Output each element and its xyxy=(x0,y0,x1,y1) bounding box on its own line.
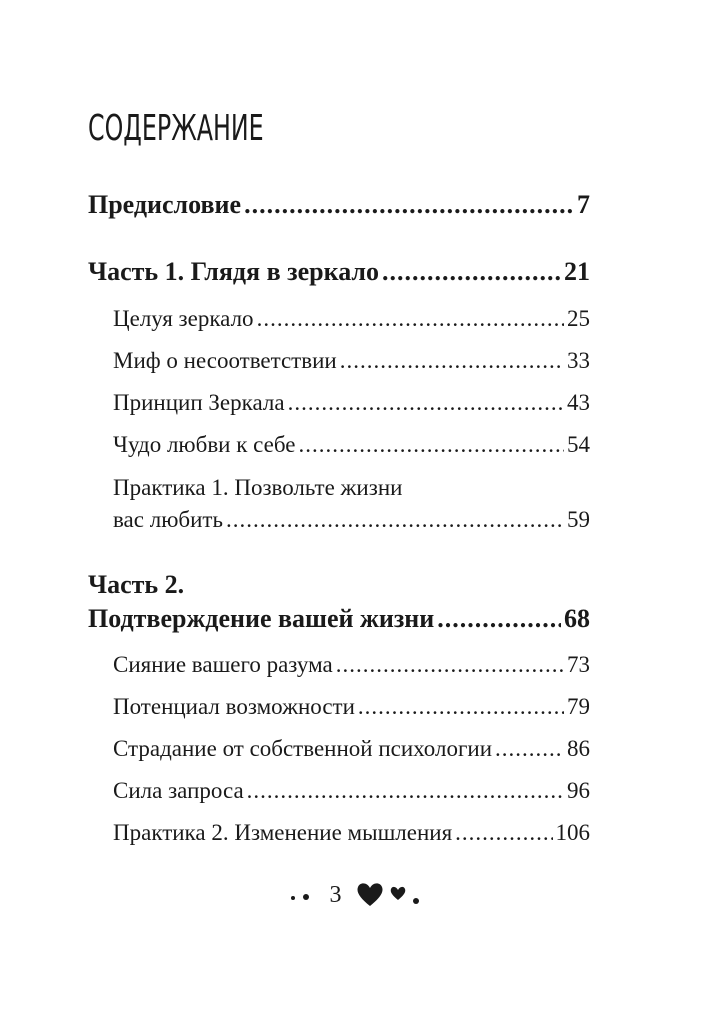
toc-entry-label: Целуя зеркало xyxy=(113,306,254,331)
toc-entry[interactable] xyxy=(113,306,590,332)
page-number: 3 xyxy=(329,881,342,908)
toc-entry-page: 73 xyxy=(567,652,590,677)
toc-entry-label: Предисловие xyxy=(88,190,242,219)
dot-leader xyxy=(226,507,564,533)
toc-entry-label: Сила запроса xyxy=(113,778,244,803)
toc-entry-label: Принцип Зеркала xyxy=(113,390,285,415)
toc-entry-preface[interactable] xyxy=(88,190,590,220)
dot-leader xyxy=(358,694,564,720)
toc-entry-label-line1: Практика 1. Позвольте жизни xyxy=(113,475,403,500)
toc-entry-label: Сияние вашего разума xyxy=(113,652,333,677)
dot-leader xyxy=(257,306,564,332)
toc-entry-label: Чудо любви к себе xyxy=(113,432,296,457)
toc-entry-page: 96 xyxy=(567,778,590,803)
toc-entry[interactable] xyxy=(113,432,590,458)
dot-leader xyxy=(437,604,561,634)
page-title: СОДЕРЖАНИЕ xyxy=(88,108,264,149)
toc-entry-page: 54 xyxy=(567,432,590,457)
toc-entry[interactable] xyxy=(113,778,590,804)
toc-entry-label: Потенциал возможности xyxy=(113,694,355,719)
dot-leader xyxy=(495,736,564,762)
toc-entry-page: 21 xyxy=(564,257,590,286)
toc-entry[interactable] xyxy=(113,390,590,416)
toc-entry-page: 43 xyxy=(567,390,590,415)
toc-entry-page: 7 xyxy=(577,190,590,219)
toc-entry[interactable] xyxy=(113,694,590,720)
dot-leader xyxy=(336,652,564,678)
dot-leader xyxy=(298,432,564,458)
toc-entry-label: Страдание от собственной психологии xyxy=(113,736,493,761)
toc-entry-page: 33 xyxy=(567,348,590,373)
toc-entry-label: Подтверждение вашей жизни xyxy=(88,604,435,633)
toc-entry-page: 106 xyxy=(555,820,590,845)
toc-entry-page: 25 xyxy=(567,306,590,331)
dot-leader xyxy=(382,257,561,287)
dot-leader xyxy=(455,820,552,846)
toc-entry-part1[interactable] xyxy=(88,257,590,287)
dots-ornament-left xyxy=(286,888,316,902)
toc-entry[interactable] xyxy=(113,736,590,762)
dot-leader xyxy=(244,190,574,220)
toc-entry[interactable] xyxy=(113,348,590,374)
dot-leader xyxy=(247,778,564,804)
toc-entry[interactable] xyxy=(113,820,590,846)
toc-entry-page: 59 xyxy=(567,507,590,532)
part2-heading: Часть 2. xyxy=(88,570,185,599)
toc-entry-label: Практика 2. Изменение мышления xyxy=(113,820,453,845)
page-footer xyxy=(0,880,709,910)
dot-leader xyxy=(288,390,564,416)
toc-entry-label: Миф о несоответствии xyxy=(113,348,337,373)
toc-entry-practice1[interactable] xyxy=(113,507,590,533)
toc-entry-page: 86 xyxy=(567,736,590,761)
toc-entry[interactable] xyxy=(113,652,590,678)
toc-entry-page: 79 xyxy=(567,694,590,719)
toc-entry-part2[interactable] xyxy=(88,604,590,634)
hearts-ornament-icon xyxy=(356,880,424,910)
toc-entry-label: вас любить xyxy=(113,507,223,532)
dot-leader xyxy=(340,348,564,374)
toc-entry-page: 68 xyxy=(564,604,590,633)
toc-entry-label: Часть 1. Глядя в зеркало xyxy=(88,257,380,286)
